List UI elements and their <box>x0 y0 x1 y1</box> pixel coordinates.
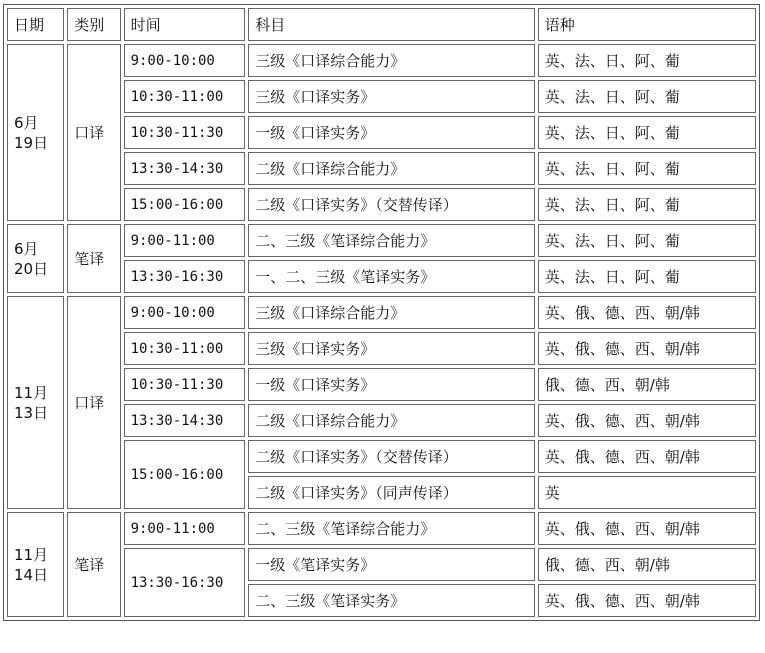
language-cell: 英、俄、德、西、朝/韩 <box>538 332 756 365</box>
subject-cell: 二、三级《笔译综合能力》 <box>248 512 535 545</box>
time-cell: 13:30-14:30 <box>124 152 246 185</box>
subject-cell: 二、三级《笔译综合能力》 <box>248 224 535 257</box>
type-cell: 笔译 <box>67 512 120 617</box>
time-cell: 15:00-16:00 <box>124 188 246 221</box>
subject-cell: 二级《口译实务》（交替传译） <box>248 188 535 221</box>
type-cell: 口译 <box>67 44 120 221</box>
subject-cell: 二级《口译实务》（交替传译） <box>248 440 535 473</box>
header-time: 时间 <box>124 8 246 41</box>
date-month: 6月 <box>14 113 39 132</box>
date-cell <box>7 296 64 509</box>
time-cell: 9:00-10:00 <box>124 296 246 329</box>
table-row <box>7 44 756 77</box>
time-cell: 9:00-11:00 <box>124 512 246 545</box>
time-cell: 13:30-16:30 <box>124 548 246 617</box>
type-cell: 笔译 <box>67 224 120 293</box>
subject-cell: 二级《口译综合能力》 <box>248 152 535 185</box>
header-subject: 科目 <box>248 8 535 41</box>
subject-cell: 一、二、三级《笔译实务》 <box>248 260 535 293</box>
time-cell: 9:00-10:00 <box>124 44 246 77</box>
date-month: 11月 <box>14 545 49 564</box>
subject-cell: 二级《口译综合能力》 <box>248 404 535 437</box>
date-day: 19日 <box>14 133 49 152</box>
time-cell: 10:30-11:00 <box>124 80 246 113</box>
subject-cell: 二、三级《笔译实务》 <box>248 584 535 617</box>
language-cell: 英、俄、德、西、朝/韩 <box>538 584 756 617</box>
type-cell: 口译 <box>67 296 120 509</box>
time-cell: 9:00-11:00 <box>124 224 246 257</box>
date-cell <box>7 224 64 293</box>
exam-schedule-table <box>3 4 760 621</box>
subject-cell: 三级《口译实务》 <box>248 332 535 365</box>
table-row <box>7 512 756 545</box>
date-cell <box>7 44 64 221</box>
date-day: 20日 <box>14 259 49 278</box>
time-cell: 10:30-11:30 <box>124 116 246 149</box>
time-cell: 15:00-16:00 <box>124 440 246 509</box>
date-month: 11月 <box>14 383 49 402</box>
table-row <box>7 296 756 329</box>
time-cell: 10:30-11:30 <box>124 368 246 401</box>
language-cell: 俄、德、西、朝/韩 <box>538 368 756 401</box>
date-day: 14日 <box>14 565 49 584</box>
subject-cell: 三级《口译实务》 <box>248 80 535 113</box>
language-cell: 英、法、日、阿、葡 <box>538 80 756 113</box>
time-cell: 13:30-14:30 <box>124 404 246 437</box>
language-cell: 英、俄、德、西、朝/韩 <box>538 512 756 545</box>
language-cell: 英、法、日、阿、葡 <box>538 116 756 149</box>
header-row <box>7 8 756 41</box>
subject-cell: 一级《口译实务》 <box>248 116 535 149</box>
language-cell: 英、法、日、阿、葡 <box>538 260 756 293</box>
language-cell: 英、法、日、阿、葡 <box>538 44 756 77</box>
subject-cell: 一级《笔译实务》 <box>248 548 535 581</box>
subject-cell: 二级《口译实务》（同声传译） <box>248 476 535 509</box>
language-cell: 英、俄、德、西、朝/韩 <box>538 404 756 437</box>
subject-cell: 三级《口译综合能力》 <box>248 44 535 77</box>
language-cell: 英 <box>538 476 756 509</box>
date-cell <box>7 512 64 617</box>
subject-cell: 三级《口译综合能力》 <box>248 296 535 329</box>
header-date: 日期 <box>7 8 64 41</box>
time-cell: 10:30-11:00 <box>124 332 246 365</box>
date-month: 6月 <box>14 239 39 258</box>
language-cell: 英、法、日、阿、葡 <box>538 224 756 257</box>
header-language: 语种 <box>538 8 756 41</box>
header-type: 类别 <box>67 8 120 41</box>
subject-cell: 一级《口译实务》 <box>248 368 535 401</box>
date-day: 13日 <box>14 403 49 422</box>
language-cell: 俄、德、西、朝/韩 <box>538 548 756 581</box>
language-cell: 英、俄、德、西、朝/韩 <box>538 296 756 329</box>
language-cell: 英、法、日、阿、葡 <box>538 152 756 185</box>
table-row <box>7 224 756 257</box>
language-cell: 英、法、日、阿、葡 <box>538 188 756 221</box>
language-cell: 英、俄、德、西、朝/韩 <box>538 440 756 473</box>
time-cell: 13:30-16:30 <box>124 260 246 293</box>
